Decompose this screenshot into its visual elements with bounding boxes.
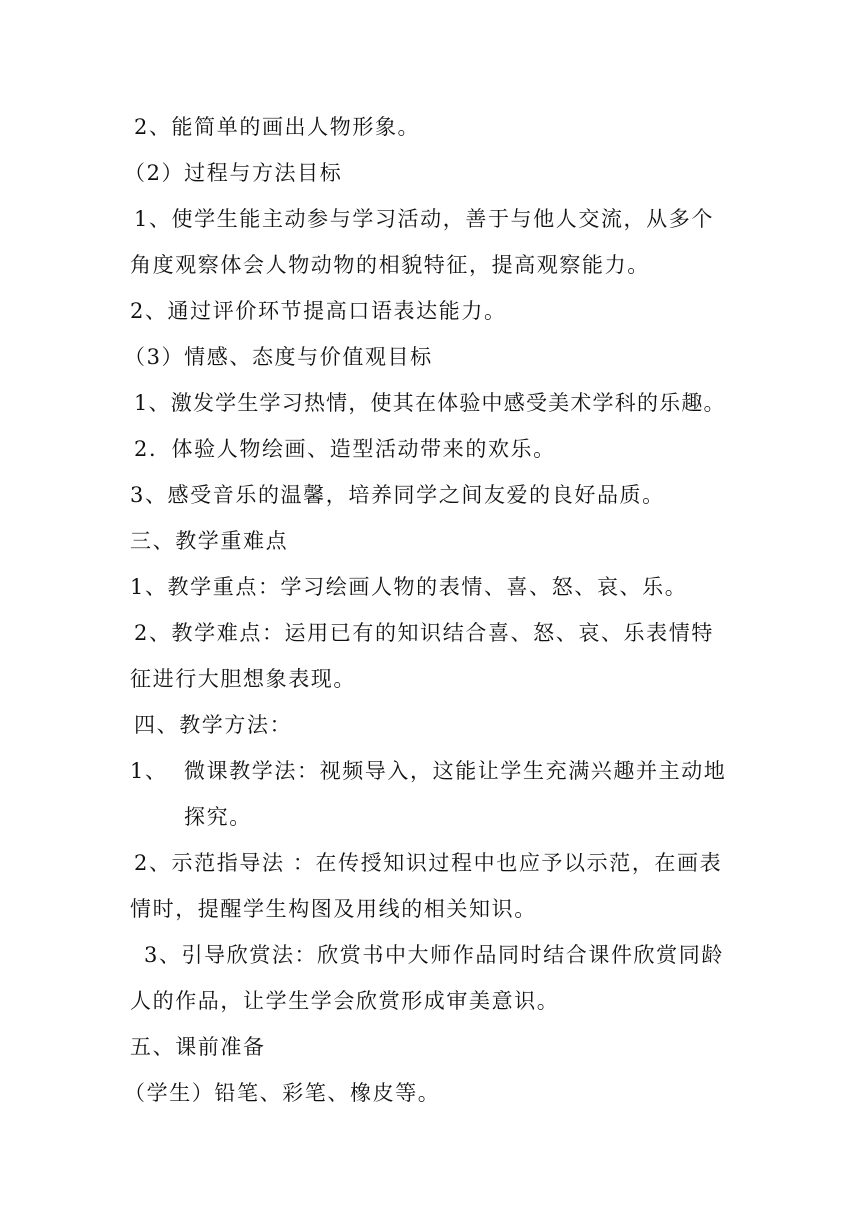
text-line: 1、使学生能主动参与学习活动，善于与他人交流，从多个	[134, 207, 714, 231]
text-line: 3、感受音乐的温馨，培养同学之间友爱的良好品质。	[130, 483, 665, 507]
text-line: 3、引导欣赏法：欣赏书中大师作品同时结合课件欣赏同龄	[144, 943, 724, 967]
text-line: 2、通过评价环节提高口语表达能力。	[130, 299, 507, 323]
text-line: 探究。	[184, 805, 252, 829]
text-line: 2．体验人物绘画、造型活动带来的欢乐。	[134, 437, 556, 461]
text-line: 征进行大胆想象表现。	[130, 667, 356, 691]
text-line: （学生）铅笔、彩笔、橡皮等。	[124, 1081, 441, 1105]
section-heading: 三、教学重难点	[130, 529, 289, 553]
text-line: 2、能简单的画出人物形象。	[134, 115, 421, 139]
text-line: 2、教学难点：运用已有的知识结合喜、怒、哀、乐表情特	[134, 621, 714, 645]
text-line: 2、示范指导法 ：在传授知识过程中也应予以示范，在画表	[134, 851, 723, 875]
text-line: 角度观察体会人物动物的相貌特征，提高观察能力。	[130, 253, 650, 277]
text-line: 1、激发学生学习热情，使其在体验中感受美术学科的乐趣。	[134, 391, 726, 415]
text-line: 人的作品，让学生学会欣赏形成审美意识。	[130, 989, 560, 1013]
section-heading: （2）过程与方法目标	[124, 161, 343, 185]
text-line: 1、教学重点：学习绘画人物的表情、喜、怒、哀、乐。	[130, 575, 688, 599]
text-line: 情时，提醒学生构图及用线的相关知识。	[130, 897, 537, 921]
text-line: 微课教学法：视频导入，这能让学生充满兴趣并主动地	[184, 759, 727, 783]
section-heading: （3）情感、态度与价值观目标	[124, 345, 433, 369]
section-heading: 四、教学方法：	[134, 713, 293, 737]
list-marker: 1、	[130, 759, 168, 783]
section-heading: 五、课前准备	[130, 1035, 266, 1059]
